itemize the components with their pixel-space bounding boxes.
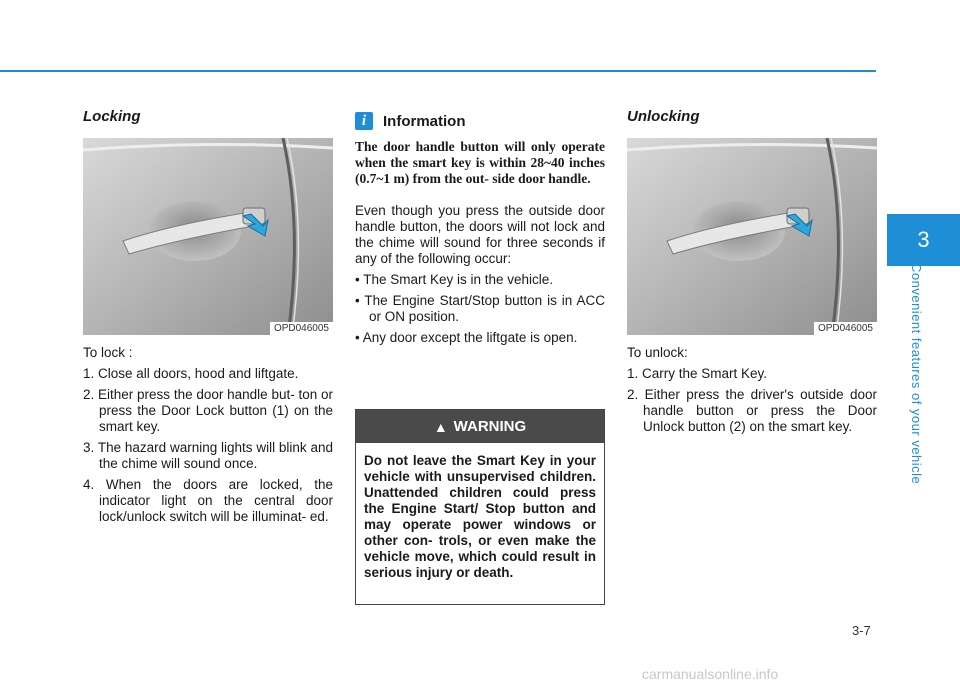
locking-section bbox=[83, 108, 333, 530]
locking-steps bbox=[83, 366, 333, 525]
list-item: 4. When the doors are locked, the indicator light on the central door lock/unlock switch will be illuminat- ed. bbox=[83, 477, 333, 524]
warning-header bbox=[356, 410, 604, 443]
information-body: Even though you press the outside door handle button, the doors will not lock and the chime will sound for three seconds if any of the following occur: bbox=[355, 203, 605, 266]
list-item: 1. Carry the Smart Key. bbox=[627, 366, 768, 381]
chapter-tab-label: Convenient features of your vehicle bbox=[909, 263, 924, 485]
unlocking-door-handle-photo bbox=[627, 138, 877, 335]
unlocking-section bbox=[627, 108, 877, 440]
locking-intro: To lock : bbox=[83, 345, 133, 360]
list-item: • The Engine Start/Stop button is in ACC or ON position. bbox=[355, 293, 605, 324]
list-item: • Any door except the liftgate is open. bbox=[355, 330, 578, 345]
unlocking-photo-code: OPD046005 bbox=[814, 322, 877, 335]
info-icon: i bbox=[355, 112, 373, 130]
list-item: 2. Either press the door handle but- ton or press the Door Lock button (1) on the smart key. bbox=[83, 387, 333, 434]
list-item: 2. Either press the driver's outside door handle button or press the Door Unlock button (2) on the smart key. bbox=[627, 387, 877, 434]
warning-label: WARNING bbox=[453, 418, 527, 435]
page-number: 3-7 bbox=[852, 623, 871, 638]
list-item: 1. Close all doors, hood and liftgate. bbox=[83, 366, 299, 381]
watermark[interactable]: carmanualsonline.info bbox=[642, 666, 779, 682]
unlocking-heading: Unlocking bbox=[627, 108, 700, 125]
list-item: • The Smart Key is in the vehicle. bbox=[355, 272, 554, 287]
header-rule bbox=[0, 70, 876, 72]
information-header bbox=[355, 112, 605, 130]
warning-triangle-icon: ▲ bbox=[433, 418, 448, 435]
information-bullets bbox=[355, 272, 605, 346]
information-lead: The door handle button will only operate when the smart key is within 28~40 inches (0.7~1 m) from the out- side door handle. bbox=[355, 139, 605, 186]
chapter-tab-number: 3 bbox=[887, 214, 960, 266]
list-item: 3. The hazard warning lights will blink and the chime will sound once. bbox=[83, 440, 333, 471]
information-section bbox=[355, 112, 605, 351]
unlocking-steps bbox=[627, 366, 877, 435]
locking-photo-code: OPD046005 bbox=[270, 322, 333, 335]
unlocking-intro: To unlock: bbox=[627, 345, 688, 360]
warning-text: Do not leave the Smart Key in your vehicle with unsupervised children. Unattended children could press the Engine Start/ Stop button and may operate power windows or other con- trols, or even make the vehicle move, which could result in serious injury or death. bbox=[364, 453, 596, 580]
locking-heading: Locking bbox=[83, 108, 141, 125]
information-title: Information bbox=[383, 112, 466, 130]
locking-door-handle-photo bbox=[83, 138, 333, 335]
warning-box bbox=[355, 409, 605, 605]
